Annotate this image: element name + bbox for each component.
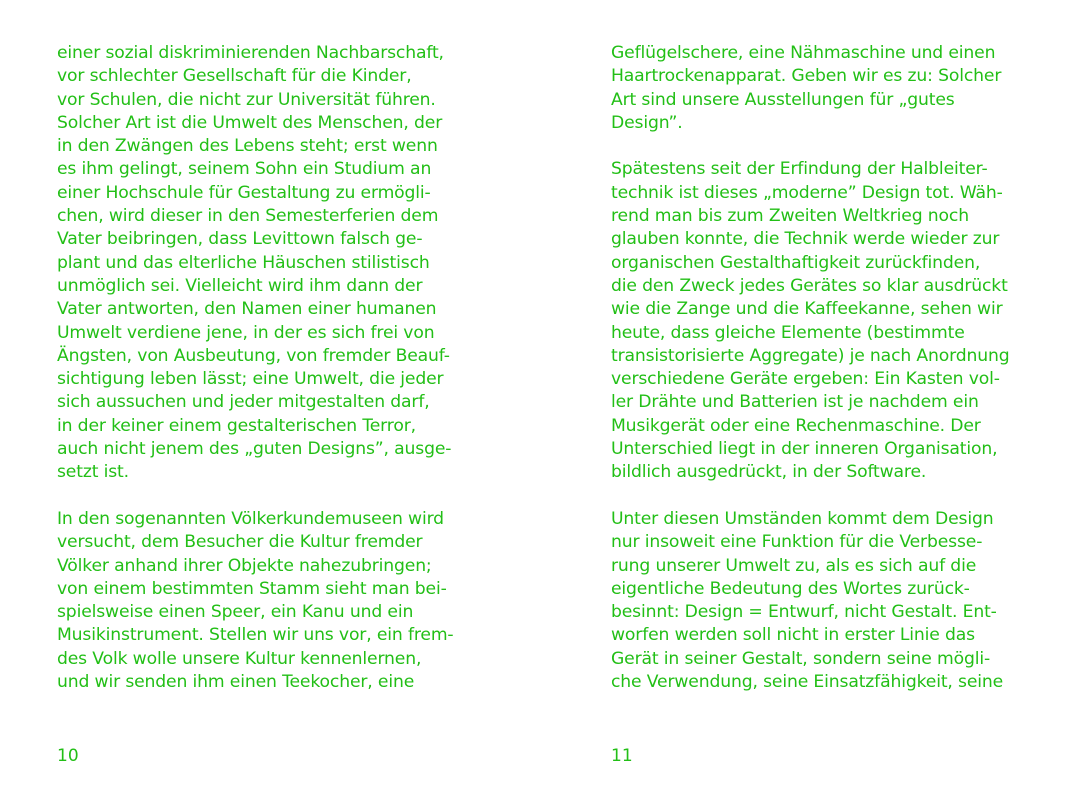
text-line: Unter diesen Umständen kommt dem Design xyxy=(611,508,994,529)
paragraph xyxy=(611,508,1031,694)
text-line: Gerät in seiner Gestalt, sondern seine mögli- xyxy=(611,648,991,669)
paragraph xyxy=(611,158,1031,484)
text-line: technik ist dieses „moderne” Design tot. Wäh- xyxy=(611,182,1003,203)
text-line: Solcher Art ist die Umwelt des Menschen, der xyxy=(57,112,443,133)
text-line: Umwelt verdiene jene, in der es sich frei von xyxy=(57,322,435,343)
text-line: des Volk wolle unsere Kultur kennenlernen, xyxy=(57,648,422,669)
text-line: Völker anhand ihrer Objekte nahezubringen; xyxy=(57,555,432,576)
text-line: transistorisierte Aggregate) je nach Anordnung xyxy=(611,345,1010,366)
text-line: Vater beibringen, dass Levittown falsch ge- xyxy=(57,229,423,250)
text-line: Design”. xyxy=(611,112,683,133)
text-line: Haartrockenapparat. Geben wir es zu: Solcher xyxy=(611,66,1002,87)
text-line: von einem bestimmten Stamm sieht man bei- xyxy=(57,578,447,599)
text-line: setzt ist. xyxy=(57,462,129,483)
text-line: eigentliche Bedeutung des Wortes zurück- xyxy=(611,578,970,599)
text-line: spielsweise einen Speer, ein Kanu und ein xyxy=(57,602,414,623)
text-line: Art sind unsere Ausstellungen für „gutes xyxy=(611,89,955,110)
text-line: In den sogenannten Völkerkundemuseen wird xyxy=(57,508,444,529)
text-line: einer sozial diskriminierenden Nachbarschaft, xyxy=(57,43,444,63)
paragraph xyxy=(611,42,1031,135)
text-line: Musikinstrument. Stellen wir uns vor, ein frem- xyxy=(57,625,454,646)
paragraph xyxy=(57,42,477,485)
text-line: und wir senden ihm einen Teekocher, eine xyxy=(57,672,415,693)
text-line: vor Schulen, die nicht zur Universität führen. xyxy=(57,89,436,110)
left-page xyxy=(0,0,533,800)
right-page-text xyxy=(611,42,1031,718)
text-line: besinnt: Design = Entwurf, nicht Gestalt. Ent- xyxy=(611,602,997,623)
text-line: Musikgerät oder eine Rechenmaschine. Der xyxy=(611,415,981,436)
text-line: worfen werden soll nicht in erster Linie das xyxy=(611,625,975,646)
text-line: sichtigung leben lässt; eine Umwelt, die jeder xyxy=(57,369,444,390)
text-line: glauben konnte, die Technik werde wieder zur xyxy=(611,229,1000,250)
text-line: einer Hochschule für Gestaltung zu ermögli- xyxy=(57,182,431,203)
text-line: nur insoweit eine Funktion für die Verbesse- xyxy=(611,532,983,553)
text-line: unmöglich sei. Vielleicht wird ihm dann der xyxy=(57,275,423,296)
text-line: versucht, dem Besucher die Kultur fremder xyxy=(57,532,423,553)
text-line: Spätestens seit der Erfindung der Halbleiter- xyxy=(611,159,988,180)
text-line: Ängsten, von Ausbeutung, von fremder Beauf- xyxy=(57,345,450,366)
text-line: sich aussuchen und jeder mitgestalten darf, xyxy=(57,392,430,413)
text-line: organischen Gestalthaftigkeit zurückfinden, xyxy=(611,252,981,273)
text-line: Vater antworten, den Namen einer humanen xyxy=(57,299,437,320)
paragraph xyxy=(57,508,477,694)
text-line: chen, wird dieser in den Semesterferien dem xyxy=(57,206,439,227)
text-line: die den Zweck jedes Gerätes so klar ausdrückt xyxy=(611,275,1008,296)
text-line: che Verwendung, seine Einsatzfähigkeit, seine xyxy=(611,672,1004,693)
text-line: auch nicht jenem des „guten Designs”, ausge- xyxy=(57,439,452,460)
text-line: wie die Zange und die Kaffeekanne, sehen wir xyxy=(611,299,1003,320)
text-line: ler Drähte und Batterien ist je nachdem ein xyxy=(611,392,979,413)
text-line: es ihm gelingt, seinem Sohn ein Studium an xyxy=(57,159,432,180)
text-line: verschiedene Geräte ergeben: Ein Kasten vol- xyxy=(611,369,1000,390)
text-line: heute, dass gleiche Elemente (bestimmte xyxy=(611,322,965,343)
text-line: Geflügelschere, eine Nähmaschine und einen xyxy=(611,43,996,63)
page-number: 11 xyxy=(611,746,633,766)
page-number: 10 xyxy=(57,746,79,766)
right-page xyxy=(533,0,1067,800)
text-line: vor schlechter Gesellschaft für die Kinder, xyxy=(57,66,412,87)
text-line: in den Zwängen des Lebens steht; erst wenn xyxy=(57,136,438,157)
text-line: in der keiner einem gestalterischen Terror, xyxy=(57,415,416,436)
text-line: plant und das elterliche Häuschen stilistisch xyxy=(57,252,430,273)
text-line: bildlich ausgedrückt, in der Software. xyxy=(611,462,927,483)
text-line: rung unserer Umwelt zu, als es sich auf die xyxy=(611,555,977,576)
text-line: Unterschied liegt in der inneren Organisation, xyxy=(611,439,998,460)
text-line: rend man bis zum Zweiten Weltkrieg noch xyxy=(611,206,969,227)
left-page-text xyxy=(57,42,477,718)
